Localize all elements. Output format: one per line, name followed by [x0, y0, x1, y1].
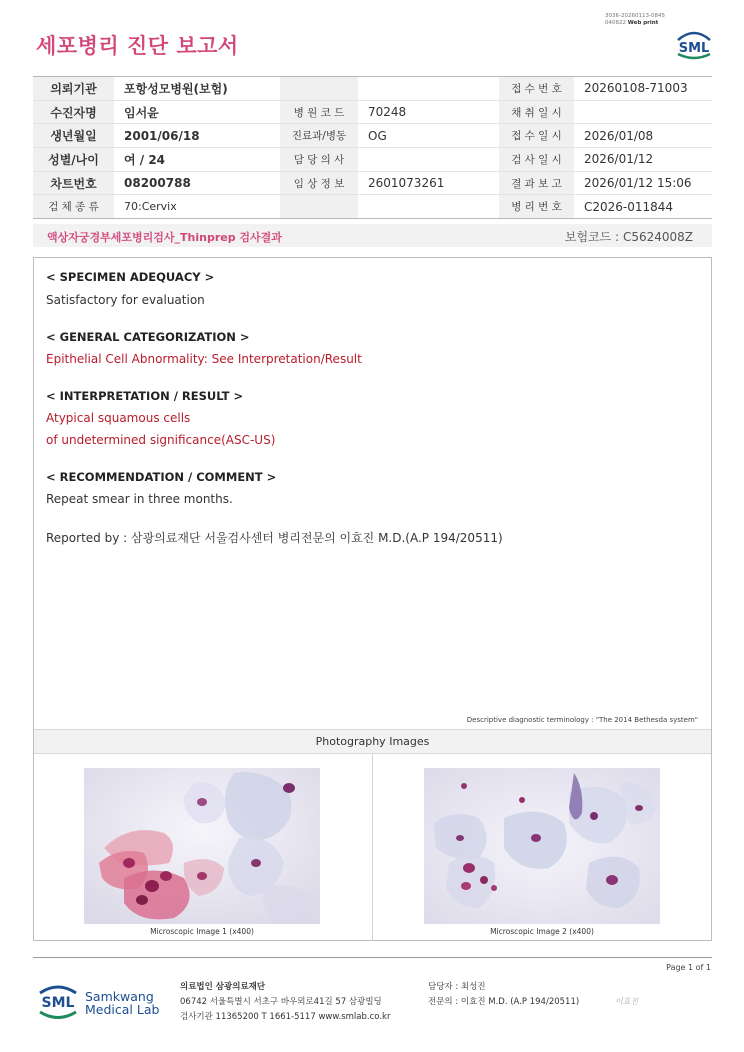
label-receipt-no: 접 수 번 호 [499, 77, 574, 101]
value-department: OG [358, 124, 499, 148]
sml-logo-icon [674, 28, 714, 60]
interpretation-line-1: Atypical squamous cells [46, 411, 191, 425]
label-physician: 담 당 의 사 [280, 148, 358, 172]
value-chart-no: 08200788 [114, 171, 280, 195]
patient-info-table [33, 76, 712, 219]
label-specimen-type: 검 체 종 류 [33, 195, 114, 219]
value-empty [358, 77, 499, 101]
info-row [33, 124, 712, 148]
recommendation-heading: < RECOMMENDATION / COMMENT > [46, 470, 277, 484]
value-receipt-date: 2026/01/08 [574, 124, 712, 148]
value-test-date: 2026/01/12 [574, 148, 712, 172]
value-collection-date [574, 100, 712, 124]
value-requester: 포항성모병원(보험) [114, 77, 280, 101]
org-contact: 검사기관 11365200 T 1661-5117 www.smlab.co.kr [180, 1012, 391, 1022]
terminology-note: Descriptive diagnostic terminology : "The 2014 Bethesda system" [466, 716, 698, 724]
recommendation-text: Repeat smear in three months. [46, 492, 233, 506]
label-pathology-no: 병 리 번 호 [499, 195, 574, 219]
label-collection-date: 채 취 일 시 [499, 100, 574, 124]
label-department: 진료과/병동 [280, 124, 358, 148]
sml-footer-logo-icon [36, 979, 80, 1023]
print-code: 3036-20260113-0845 040822 Web print [605, 13, 665, 26]
value-clinical-info: 2601073261 [358, 171, 499, 195]
value-birth-date: 2001/06/18 [114, 124, 280, 148]
footer-divider [33, 957, 712, 958]
adequacy-heading: < SPECIMEN ADEQUACY > [46, 270, 215, 284]
label-requester: 의뢰기관 [33, 77, 114, 101]
label-hospital-code: 병 원 코 드 [280, 100, 358, 124]
info-row [33, 77, 712, 101]
value-result-report: 2026/01/12 15:06 [574, 171, 712, 195]
value-physician [358, 148, 499, 172]
label-patient-name: 수진자명 [33, 100, 114, 124]
photo-caption-1: Microscopic Image 1 (x400) [150, 927, 254, 936]
label-receipt-date: 접 수 일 시 [499, 124, 574, 148]
label-empty [280, 77, 358, 101]
value-sex-age: 여 / 24 [114, 148, 280, 172]
report-title: 세포병리 진단 보고서 [36, 34, 239, 58]
info-row [33, 148, 712, 172]
value-patient-name: 임서윤 [114, 100, 280, 124]
page-number: Page 1 of 1 [666, 963, 711, 972]
microscopic-image-2 [424, 768, 660, 924]
photo-header: Photography Images [34, 729, 711, 754]
value-receipt-no: 20260108-71003 [574, 77, 712, 101]
info-row [33, 195, 712, 219]
insurance-code: 보험코드 : C5624008Z [564, 230, 693, 244]
adequacy-text: Satisfactory for evaluation [46, 293, 205, 307]
info-row [33, 171, 712, 195]
staff-info [428, 980, 579, 1010]
photo-caption-2: Microscopic Image 2 (x400) [490, 927, 594, 936]
brand-name: Samkwang Medical Lab [85, 989, 160, 1017]
exam-title: 액상자궁경부세포병리검사_Thinprep 검사결과 [47, 231, 282, 244]
interpretation-heading: < INTERPRETATION / RESULT > [46, 389, 244, 403]
label-test-date: 검 사 일 시 [499, 148, 574, 172]
result-box [33, 257, 712, 941]
svg-text:SML: SML [678, 41, 710, 56]
category-heading: < GENERAL CATEGORIZATION > [46, 330, 250, 344]
svg-text:SML: SML [41, 995, 75, 1011]
info-row [33, 100, 712, 124]
label-result-report: 결 과 보 고 [499, 171, 574, 195]
label-chart-no: 차트번호 [33, 171, 114, 195]
org-address: 06742 서울특별시 서초구 바우뫼로41길 57 삼광빌딩 [180, 997, 382, 1007]
interpretation-line-2: of undetermined significance(ASC-US) [46, 433, 276, 447]
microscopic-image-1 [84, 768, 320, 924]
signature: 이효진 [615, 997, 639, 1006]
org-name: 의료법인 삼광의료재단 [180, 982, 266, 992]
category-text: Epithelial Cell Abnormality: See Interpretation/Result [46, 352, 362, 366]
value-empty [358, 195, 499, 219]
label-clinical-info: 임 상 정 보 [280, 171, 358, 195]
photo-divider [372, 754, 373, 941]
organization-info [180, 980, 390, 1025]
staff-manager: 담당자 : 최성진 [428, 982, 486, 992]
label-sex-age: 성별/나이 [33, 148, 114, 172]
value-specimen-type: 70:Cervix [114, 195, 280, 219]
label-birth-date: 생년월일 [33, 124, 114, 148]
exam-title-bar [33, 224, 712, 247]
value-hospital-code: 70248 [358, 100, 499, 124]
value-pathology-no: C2026-011844 [574, 195, 712, 219]
label-empty [280, 195, 358, 219]
staff-specialist: 전문의 : 이효진 M.D. (A.P 194/20511) [428, 997, 580, 1007]
reported-by: Reported by : 삼광의료재단 서울검사센터 병리전문의 이효진 M.D.(A.P 194/20511) [46, 531, 503, 545]
